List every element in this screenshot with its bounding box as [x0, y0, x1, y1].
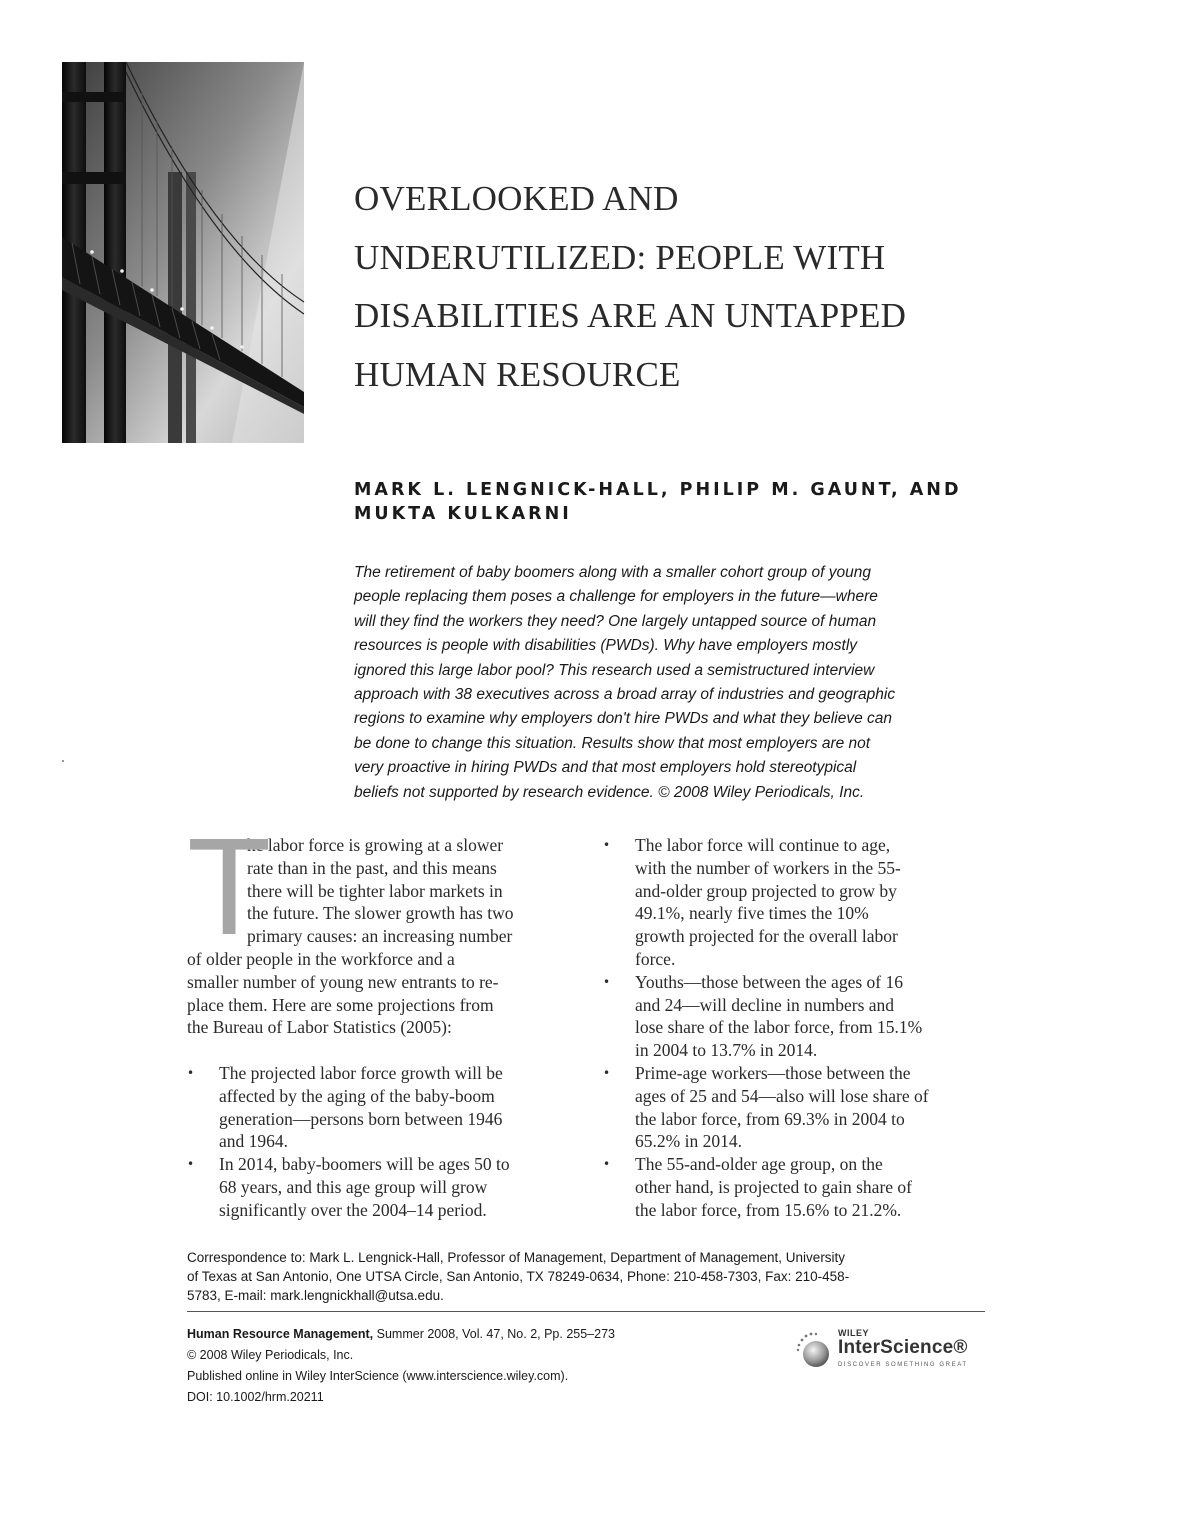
list-item-line: 49.1%, nearly five times the 10%: [635, 903, 869, 924]
bullet-list-left: [187, 1062, 567, 1222]
doi-line: DOI: 10.1002/hrm.20211: [187, 1390, 324, 1404]
bullet-marker: •: [187, 1157, 195, 1172]
published-online-line: Published online in Wiley InterScience (www.interscience.wiley.com).: [187, 1369, 569, 1383]
list-item: [603, 834, 985, 971]
drop-cap: T: [187, 810, 272, 964]
paragraph-line: he labor force is growing at a slower: [247, 835, 504, 855]
list-item-line: 65.2% in 2014.: [635, 1131, 742, 1152]
list-item-line: affected by the aging of the baby-boom: [219, 1085, 495, 1106]
journal-citation: [187, 1324, 747, 1345]
paragraph-line: rate than in the past, and this means: [247, 857, 497, 878]
bullet-list-right: [603, 834, 985, 1222]
abstract-line: beliefs not supported by research evidence. © 2008 Wiley Periodicals, Inc.: [354, 783, 865, 801]
list-item-line: generation—persons born between 1946: [219, 1108, 503, 1129]
paragraph-line: the Bureau of Labor Statistics (2005):: [187, 1017, 452, 1038]
list-item-line: Youths—those between the ages of 16: [635, 971, 903, 992]
scan-speck: [62, 760, 64, 762]
author-line: MUKTA KULKARNI: [354, 504, 572, 524]
list-item-line: lose share of the labor force, from 15.1%: [635, 1017, 923, 1038]
bullet-marker: •: [603, 1065, 611, 1080]
list-item-line: the labor force, from 69.3% in 2004 to: [635, 1108, 905, 1129]
correspondence-note: [187, 1248, 987, 1305]
list-item: [603, 1153, 985, 1221]
footer-divider: [187, 1311, 985, 1312]
abstract-line: will they find the workers they need? One largely untapped source of human: [354, 612, 877, 630]
list-item-line: 68 years, and this age group will grow: [219, 1176, 488, 1197]
article-title: [354, 170, 1054, 404]
paragraph-line: of older people in the workforce and a: [187, 948, 455, 969]
correspondence-line: Correspondence to: Mark L. Lengnick-Hall, Professor of Management, Department of Management, University: [187, 1250, 846, 1265]
globe-icon: [794, 1330, 834, 1370]
author-line: MARK L. LENGNICK-HALL, PHILIP M. GAUNT, AND: [354, 480, 962, 500]
list-item-line: the labor force, from 15.6% to 21.2%.: [635, 1199, 902, 1220]
abstract-line: people replacing them poses a challenge for employers in the future—where: [354, 588, 878, 606]
abstract-line: regions to examine why employers don't hire PWDs and what they believe can: [354, 710, 892, 728]
bullet-marker: •: [603, 1157, 611, 1172]
list-item: [187, 1153, 567, 1221]
list-item-line: and 24—will decline in numbers and: [635, 994, 895, 1015]
publisher-main: InterScience®: [838, 1337, 968, 1358]
bullet-marker: •: [187, 1066, 195, 1080]
author-list: [354, 478, 1054, 526]
abstract: [354, 561, 994, 805]
title-line: DISABILITIES ARE AN UNTAPPED: [354, 296, 907, 335]
paragraph-line: primary causes: an increasing number: [247, 926, 513, 947]
paragraph-line: smaller number of young new entrants to re-: [187, 971, 499, 992]
paragraph-line: there will be tighter labor markets in: [247, 880, 503, 901]
list-item-line: ages of 25 and 54—also will lose share of: [635, 1085, 929, 1106]
publisher-tagline: DISCOVER SOMETHING GREAT: [838, 1362, 968, 1368]
journal-issue: Summer 2008, Vol. 47, No. 2, Pp. 255–273: [373, 1327, 615, 1341]
list-item-line: significantly over the 2004–14 period.: [219, 1199, 487, 1220]
list-item: [187, 1062, 567, 1153]
title-line: UNDERUTILIZED: PEOPLE WITH: [354, 237, 886, 277]
abstract-line: The retirement of baby boomers along with a smaller cohort group of young: [354, 564, 871, 581]
list-item-line: The 55-and-older age group, on the: [635, 1154, 883, 1175]
list-item-line: other hand, is projected to gain share of: [635, 1176, 912, 1197]
publication-info: [187, 1324, 747, 1408]
list-item-line: force.: [635, 948, 676, 969]
paragraph-line: place them. Here are some projections from: [187, 994, 494, 1015]
abstract-line: very proactive in hiring PWDs and that most employers hold stereotypical: [354, 759, 857, 777]
list-item-line: The labor force will continue to age,: [635, 835, 891, 855]
list-item-line: in 2004 to 13.7% in 2014.: [635, 1040, 818, 1061]
list-item-line: with the number of workers in the 55-: [635, 857, 901, 878]
journal-name: Human Resource Management,: [187, 1327, 374, 1341]
list-item-line: growth projected for the overall labor: [635, 926, 898, 947]
abstract-line: be done to change this situation. Results show that most employers are not: [354, 734, 871, 752]
correspondence-line: of Texas at San Antonio, One UTSA Circle, San Antonio, TX 78249-0634, Phone: 210-458-7303, Fax: 210-458-: [187, 1269, 850, 1284]
title-line: HUMAN RESOURCE: [354, 354, 681, 394]
bullet-marker: •: [603, 838, 611, 852]
abstract-line: resources is people with disabilities (PWDs). Why have employers mostly: [354, 637, 858, 655]
abstract-line: approach with 38 executives across a broad array of industries and geographic: [354, 686, 896, 704]
abstract-line: ignored this large labor pool? This research used a semistructured interview: [354, 661, 875, 679]
list-item-line: and-older group projected to grow by: [635, 880, 897, 901]
list-item: [603, 971, 985, 1062]
list-item-line: The projected labor force growth will be: [219, 1063, 503, 1083]
publisher-small: WILEY: [838, 1328, 869, 1338]
bridge-photo: [62, 62, 304, 443]
wiley-interscience-logo: [794, 1326, 994, 1376]
list-item-line: Prime-age workers—those between the: [635, 1062, 911, 1083]
copyright-line: © 2008 Wiley Periodicals, Inc.: [187, 1348, 354, 1362]
bullet-marker: •: [603, 974, 611, 989]
list-item-line: and 1964.: [219, 1131, 289, 1152]
list-item: [603, 1062, 985, 1153]
paragraph-line: the future. The slower growth has two: [247, 903, 514, 924]
list-item-line: In 2014, baby-boomers will be ages 50 to: [219, 1154, 510, 1175]
title-line: OVERLOOKED AND: [354, 179, 679, 218]
correspondence-line: 5783, E-mail: mark.lengnickhall@utsa.edu.: [187, 1288, 444, 1303]
